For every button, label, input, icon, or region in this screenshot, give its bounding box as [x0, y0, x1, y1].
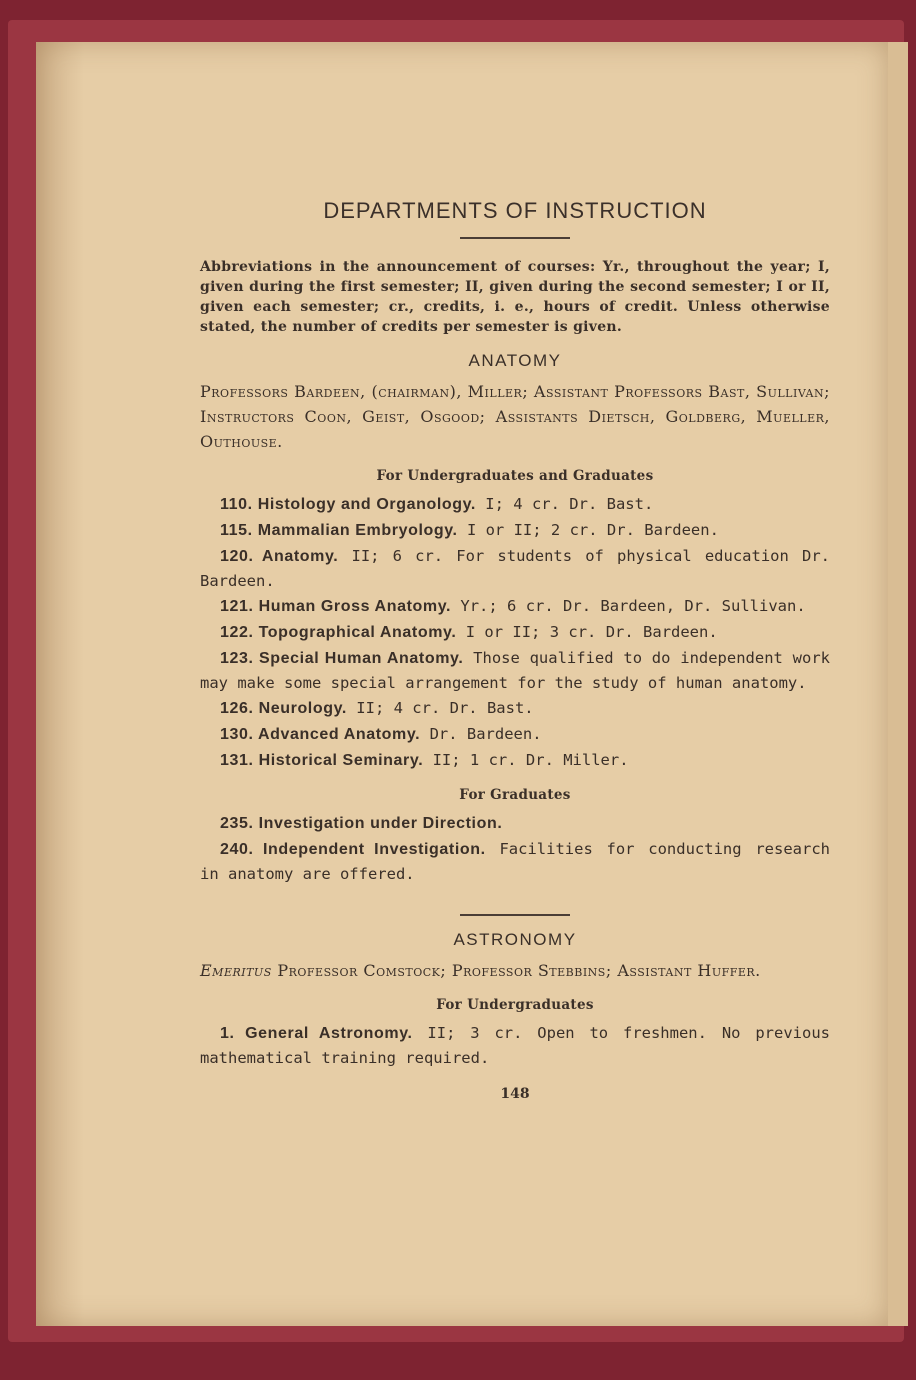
course-desc: Facilities for conducting research in anatomy are offered.: [200, 840, 830, 883]
course-item: [200, 492, 830, 517]
page-number: 148: [500, 1086, 530, 1102]
course-item: [200, 837, 830, 886]
course-desc: I or II; 3 cr. Dr. Bardeen.: [456, 623, 718, 641]
course-name: 115. Mammalian Embryology.: [220, 522, 458, 539]
page-gutter-shadow: [36, 42, 84, 1326]
course-name: 121. Human Gross Anatomy.: [220, 598, 452, 615]
course-desc: II; 3 cr. Open to freshmen. No previous mathematical training required.: [200, 1024, 830, 1067]
course-name: 122. Topographical Anatomy.: [220, 624, 457, 641]
astronomy-undergrad-heading: For Undergraduates: [436, 997, 594, 1013]
abbreviations-note: Abbreviations in the announcement of courses: Yr., throughout the year; I, given during the first semester; II, given during the second semester; I or II, given each semester; cr., credits, i. e., hours of credit. Unless otherwise stated, the number of credits per semester is given.: [200, 259, 830, 335]
course-name: 126. Neurology.: [220, 700, 347, 717]
course-name: 131. Historical Seminary.: [220, 752, 424, 769]
page-content: [200, 195, 830, 1106]
course-name: 110. Histology and Organology.: [220, 496, 476, 513]
astronomy-staff: [200, 958, 830, 983]
astronomy-staff-names: Professor Comstock; Professor Stebbins; Assistant Huffer.: [271, 961, 761, 980]
course-item: [200, 594, 830, 619]
course-desc: I; 4 cr. Dr. Bast.: [475, 495, 654, 513]
course-item: [200, 696, 830, 721]
course-item: [200, 544, 830, 593]
course-item: [200, 748, 830, 773]
anatomy-staff: Professors Bardeen, (chairman), Miller; Assistant Professors Bast, Sullivan; Instructors Coon, Geist, Osgood; Assistants Dietsch, Goldberg, Mueller, Outhouse.: [200, 382, 830, 451]
course-desc: II; 6 cr. For students of physical education Dr. Bardeen.: [200, 547, 830, 590]
course-name: 240. Independent Investigation.: [220, 841, 486, 858]
course-item: [200, 722, 830, 747]
course-item: [200, 811, 830, 836]
next-page-edge: [888, 42, 908, 1326]
course-name: 123. Special Human Anatomy.: [220, 650, 464, 667]
anatomy-heading: ANATOMY: [468, 351, 562, 370]
course-desc: Those qualified to do independent work may make some special arrangement for the study of human anatomy.: [200, 649, 830, 692]
title-rule: [460, 237, 570, 239]
course-desc: II; 1 cr. Dr. Miller.: [423, 751, 629, 769]
emeritus-label: Emeritus: [200, 961, 272, 980]
anatomy-undergrad-heading: For Undergraduates and Graduates: [376, 468, 654, 484]
course-desc: Yr.; 6 cr. Dr. Bardeen, Dr. Sullivan.: [451, 597, 806, 615]
course-item: [200, 620, 830, 645]
course-item: [200, 646, 830, 695]
course-item: [200, 518, 830, 543]
course-name: 1. General Astronomy.: [220, 1025, 413, 1042]
course-desc: Dr. Bardeen.: [420, 725, 542, 743]
course-desc: II; 4 cr. Dr. Bast.: [346, 699, 534, 717]
course-item: [200, 1021, 830, 1070]
course-desc: I or II; 2 cr. Dr. Bardeen.: [457, 521, 719, 539]
course-name: 235. Investigation under Direction.: [220, 815, 503, 832]
course-name: 130. Advanced Anatomy.: [220, 726, 421, 743]
course-name: 120. Anatomy.: [220, 548, 339, 565]
anatomy-grad-heading: For Graduates: [459, 787, 571, 803]
astronomy-heading: ASTRONOMY: [453, 930, 577, 949]
section-rule: [460, 914, 570, 916]
page-title: DEPARTMENTS OF INSTRUCTION: [323, 198, 707, 223]
